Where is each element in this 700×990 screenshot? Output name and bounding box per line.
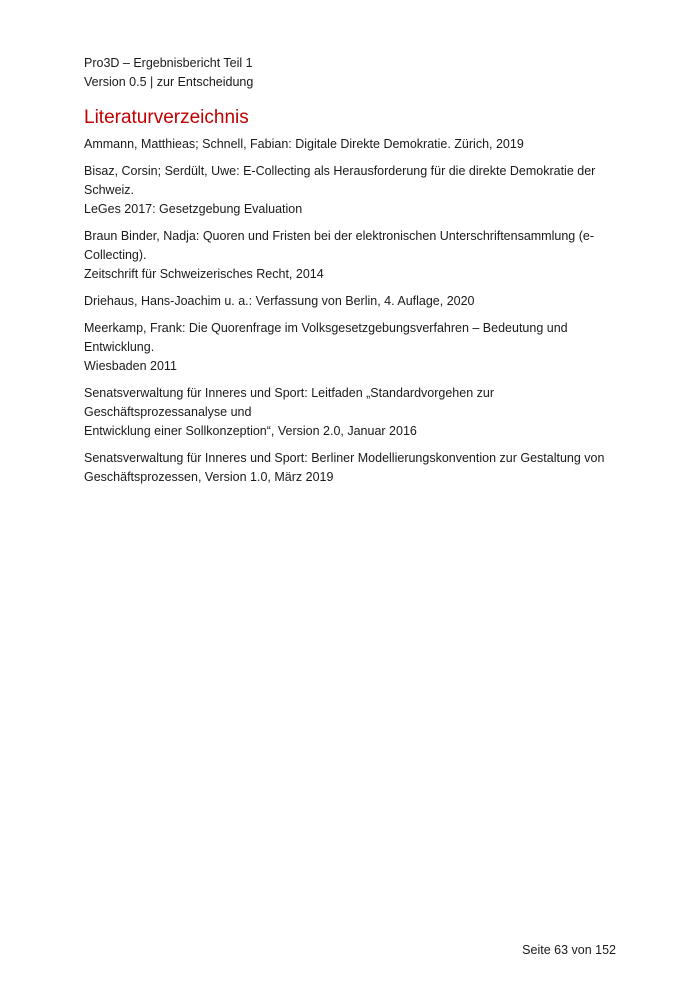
reference-line: Driehaus, Hans-Joachim u. a.: Verfassung von Berlin, 4. Auflage, 2020 bbox=[84, 294, 475, 308]
reference-line: LeGes 2017: Gesetzgebung Evaluation bbox=[84, 202, 303, 216]
page-number: Seite 63 von 152 bbox=[522, 943, 616, 957]
reference-item-senatsverwaltung-leitfaden bbox=[84, 384, 640, 441]
reference-line: Geschäftsprozessen, Version 1.0, März 2019 bbox=[84, 470, 334, 484]
reference-item-meerkamp bbox=[84, 319, 640, 376]
header-version: Version 0.5 | zur Entscheidung bbox=[84, 75, 254, 89]
reference-line: Braun Binder, Nadja: Quoren und Fristen bei der elektronischen Unterschriftensammlung (e-Collecting). bbox=[84, 229, 594, 262]
section-title: Literaturverzeichnis bbox=[84, 107, 249, 128]
reference-line: Wiesbaden 2011 bbox=[84, 359, 177, 373]
reference-line: Bisaz, Corsin; Serdült, Uwe: E-Collecting als Herausforderung für die direkte Demokratie der Schweiz. bbox=[84, 164, 596, 197]
reference-list bbox=[84, 135, 640, 495]
reference-item-ammann bbox=[84, 135, 640, 154]
reference-line: Entwicklung einer Sollkonzeption“, Version 2.0, Januar 2016 bbox=[84, 424, 417, 438]
header-title: Pro3D – Ergebnisbericht Teil 1 bbox=[84, 56, 253, 70]
document-header bbox=[84, 54, 253, 92]
reference-line: Ammann, Matthieas; Schnell, Fabian: Digitale Direkte Demokratie. Zürich, 2019 bbox=[84, 137, 524, 151]
reference-line: Zeitschrift für Schweizerisches Recht, 2014 bbox=[84, 267, 324, 281]
reference-item-driehaus bbox=[84, 292, 640, 311]
reference-item-bisaz bbox=[84, 162, 640, 219]
reference-item-braun-binder bbox=[84, 227, 640, 284]
reference-line: Senatsverwaltung für Inneres und Sport: Berliner Modellierungskonvention zur Gestaltung von bbox=[84, 451, 605, 465]
reference-line: Meerkamp, Frank: Die Quorenfrage im Volksgesetzgebungsverfahren – Bedeutung und Entwicklung. bbox=[84, 321, 568, 354]
reference-item-senatsverwaltung-modellierung bbox=[84, 449, 640, 487]
reference-line: Senatsverwaltung für Inneres und Sport: Leitfaden „Standardvorgehen zur Geschäftsprozessanalyse und bbox=[84, 386, 494, 419]
